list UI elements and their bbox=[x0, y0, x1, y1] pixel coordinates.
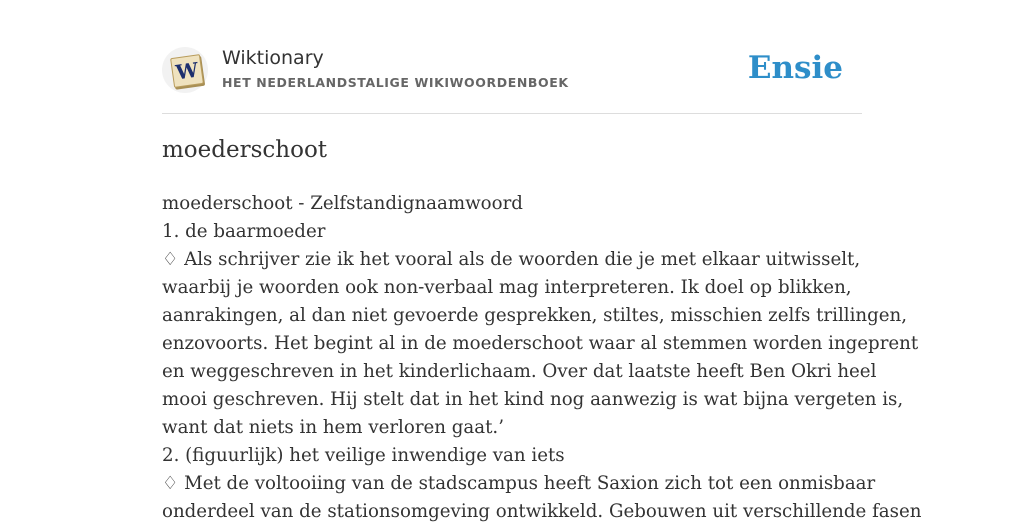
entry-line: ♢ Als schrijver zie ik het vooral als de woorden die je met elkaar uitwisselt, bbox=[162, 249, 861, 270]
site-title[interactable]: Wiktionary bbox=[222, 47, 324, 69]
site-header bbox=[162, 44, 862, 98]
logo-tile-icon bbox=[170, 54, 204, 88]
entry-line: waarbij je woorden ook non-verbaal mag interpreteren. Ik doel op blikken, bbox=[162, 277, 852, 298]
site-subtitle: HET NEDERLANDSTALIGE WIKIWOORDENBOEK bbox=[222, 75, 569, 90]
ensie-brand-link[interactable]: Ensie bbox=[747, 50, 843, 86]
logo-letter: W bbox=[174, 57, 200, 85]
entry-line: 2. (figuurlijk) het veilige inwendige van iets bbox=[162, 445, 565, 466]
entry-line: moederschoot - Zelfstandignaamwoord bbox=[162, 193, 523, 214]
entry-body bbox=[162, 190, 922, 526]
page bbox=[162, 0, 922, 522]
entry-line: 1. de baarmoeder bbox=[162, 221, 326, 242]
entry-line: enzovoorts. Het begint al in de moederschoot waar al stemmen worden ingeprent bbox=[162, 333, 919, 354]
entry-line: aanrakingen, al dan niet gevoerde gesprekken, stiltes, misschien zelfs trillingen, bbox=[162, 305, 908, 326]
entry-line: want dat niets in hem verloren gaat.’ bbox=[162, 417, 504, 438]
entry-line: mooi geschreven. Hij stelt dat in het kind nog aanwezig is wat bijna vergeten is, bbox=[162, 389, 904, 410]
page-title: moederschoot bbox=[162, 137, 328, 163]
wiktionary-logo[interactable] bbox=[162, 47, 208, 93]
entry-line: en weggeschreven in het kinderlichaam. Over dat laatste heeft Ben Okri heel bbox=[162, 361, 877, 382]
header-divider bbox=[162, 113, 862, 114]
entry-line: onderdeel van de stationsomgeving ontwikkeld. Gebouwen uit verschillende fasen bbox=[162, 501, 922, 522]
entry-line: ♢ Met de voltooiing van de stadscampus heeft Saxion zich tot een onmisbaar bbox=[162, 473, 876, 494]
